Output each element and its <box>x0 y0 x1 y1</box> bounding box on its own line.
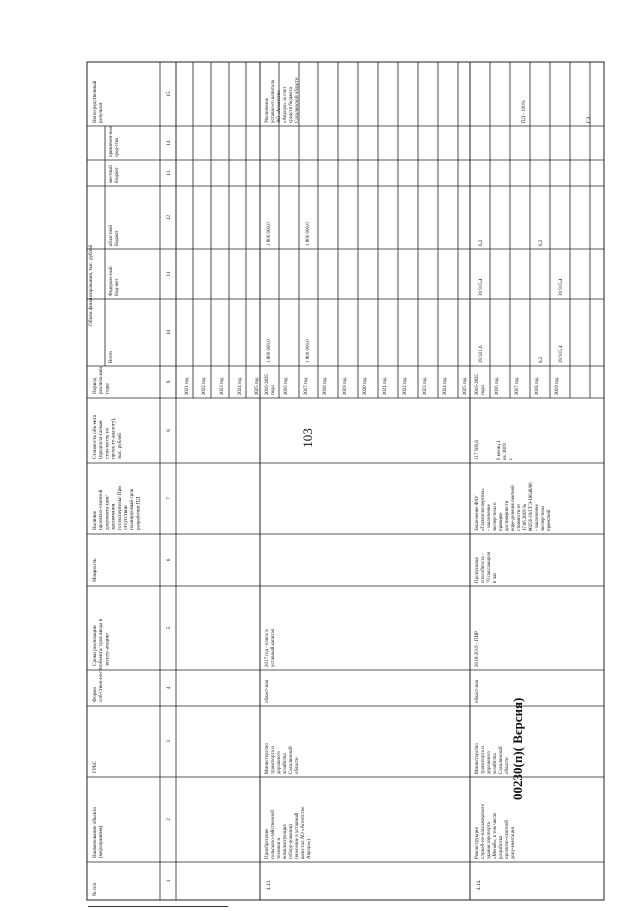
fin-subheader-14: привлечен-ные <box>109 126 114 157</box>
page-number: 103 <box>299 428 315 448</box>
column-number: 5 <box>166 626 172 630</box>
column-number: 10 <box>166 329 172 336</box>
row-docs: опре-деления сметной <box>511 485 516 531</box>
year-label: 2017 год <box>304 377 309 395</box>
year-label: 2021 год <box>185 377 190 395</box>
column-header-7: разработки ПД <box>135 496 142 530</box>
fin-subheader-10: Всего <box>109 351 114 363</box>
footer-rule <box>88 906 228 907</box>
fin-subheader-12: областной <box>109 224 114 246</box>
row-docs: 17.06.2019 № <box>523 503 528 531</box>
year-label: 2022 год <box>403 377 408 395</box>
column-header-8: Стоимость объ-екта <box>92 414 98 459</box>
row-grbs: Министерство <box>265 743 270 774</box>
column-header-2: (мероприятия) <box>98 825 105 858</box>
row-grbs: Министерство <box>475 743 480 774</box>
row-period: 2018-2019 - ПИР <box>475 631 480 667</box>
year-label: 2016-2025 <box>475 374 480 395</box>
row-grbs: дорожного <box>487 751 492 774</box>
column-header-7: отсутствии <box>123 505 129 530</box>
row-name: Приобретение <box>265 828 270 859</box>
row-docs: - заключение <box>487 504 492 531</box>
fin-subheader-14: сред-ства <box>115 137 120 157</box>
column-header-8: тыс. рублей <box>116 433 123 459</box>
fin-subheader-12: бюджет <box>115 230 120 246</box>
row-ownership: област-ная <box>265 680 270 703</box>
column-number: 6 <box>166 558 172 562</box>
column-header-5: объекта/ срок ввода в <box>98 618 105 666</box>
row-ownership: област-ная <box>475 680 480 703</box>
row-number: 4.14. <box>476 879 482 890</box>
regional-value: 1 800 000,0 <box>267 222 272 246</box>
year-label: 2024 год <box>238 377 243 395</box>
financing-group-header: Объем финансирования, тыс. рублей <box>88 244 94 326</box>
row-grbs: транспорта и <box>481 746 486 774</box>
column-number: 9 <box>166 380 172 384</box>
row-result: Сахалинской области <box>295 77 300 123</box>
row-docs: экспер-тизы о <box>493 502 498 531</box>
row-name: «Менай», в том числе <box>493 812 498 859</box>
row-power: в час <box>493 572 498 583</box>
column-header-15: Непосредственный <box>92 80 98 123</box>
row-name: капи-тал АО «Агентство <box>301 806 306 859</box>
column-header-7: планируемый срок <box>129 488 136 530</box>
regional-value: 6,2 <box>479 239 484 246</box>
row-number: 4.13. <box>266 879 272 890</box>
column-header-5: эксплу-атацию <box>104 633 111 666</box>
row-result: АО «Агентство <box>277 90 282 123</box>
year-label: 2021 год <box>383 377 388 395</box>
year-label: 2022 год <box>202 377 207 395</box>
row-docs: Заключение ФАУ <box>475 495 480 531</box>
year-label: 2024 год <box>443 377 448 395</box>
row-grbs: дорожного <box>277 751 282 774</box>
fin-subheader-11: Федераль-ный <box>109 266 114 296</box>
total-value: 39 921,6 <box>479 345 484 363</box>
column-header-7: документа-ции/ <box>104 495 111 530</box>
column-number: 8 <box>166 429 172 432</box>
row-result: уставно-го капитала <box>271 79 276 123</box>
row-name: служеб-но-пассажирского <box>481 803 486 859</box>
federal-value: 39 915,4 <box>479 278 484 296</box>
column-header-7: заключения <box>110 504 117 530</box>
year-label: 2018 год <box>323 377 328 395</box>
row-grbs: Сахалинской <box>499 746 504 774</box>
column-header-8: проек-ту-аналогу), <box>110 417 117 459</box>
row-docs: проверке <box>499 512 504 531</box>
year-label: годы <box>271 385 276 395</box>
row-power: 70 пассажиров <box>487 551 492 583</box>
year-label: 2025 год <box>463 377 468 395</box>
column-header-4: соб-ствен-ности <box>98 666 105 702</box>
row-cost-note: г. <box>509 457 514 460</box>
column-header-4: Форма <box>92 687 98 702</box>
row-name: Аврора») <box>307 839 312 859</box>
year-label: 2016 год <box>495 377 500 395</box>
column-number: 4 <box>166 686 172 690</box>
row-name: (внесение в уставный <box>295 812 300 859</box>
column-number: 7 <box>166 497 172 500</box>
year-label: 2023 год <box>423 377 428 395</box>
row-grbs: хозяйства <box>283 753 288 774</box>
year-label: 2023 год <box>220 377 225 395</box>
total-value: 1 800 000,0 <box>306 339 311 363</box>
total-value: 6,2 <box>539 356 544 363</box>
row-name: доку-ментации <box>511 826 516 859</box>
column-number: 11 <box>166 271 172 277</box>
year-label: 2025 год <box>255 377 260 395</box>
row-name: Реконструкция <box>475 827 480 859</box>
column-header-8: (предпола-гаемая <box>98 420 105 459</box>
row-docs: экспер-тизы <box>541 506 546 531</box>
year-label: 2017 год <box>515 377 520 395</box>
column-header-9: реализа-ции/ <box>98 365 105 394</box>
row-docs: - заключение <box>535 504 540 531</box>
row-grbs: области <box>295 757 300 774</box>
column-number: 13 <box>166 170 172 176</box>
fin-subheader-13: местный <box>109 165 114 183</box>
year-label: 2016-2025 <box>265 374 270 395</box>
total-value: 39 915,4 <box>559 345 564 363</box>
row-docs: 00256-19/СГЭ-18648/06 <box>529 482 534 531</box>
row-name: комплектующих <box>283 824 288 859</box>
row-result: ПД - 100% <box>522 100 527 123</box>
column-header-6: Мощность <box>92 558 98 582</box>
column-number: 15 <box>166 91 172 97</box>
row-cost: 117 569,6 <box>475 440 480 460</box>
column-header-5: Сроки реализации <box>92 625 98 666</box>
row-result: «Аврора» за счет <box>283 86 288 123</box>
year-label: 2020 год <box>363 377 368 395</box>
row-period: 2017 год - взнос в <box>265 629 270 667</box>
regional-value: 6,2 <box>539 239 544 246</box>
row-name: разработка <box>499 835 504 859</box>
row-period: уставный капитал <box>271 628 276 667</box>
row-docs: проектной <box>547 509 552 531</box>
row-power: Пропускная <box>475 557 480 583</box>
document-code: 00230(п)( Вєрсия) <box>510 697 525 800</box>
column-header-1: № п/п <box>92 882 98 896</box>
column-number: 1 <box>166 879 172 883</box>
column-number: 12 <box>166 214 172 221</box>
row-grbs: области <box>505 757 510 774</box>
year-label: 2018 год <box>535 377 540 395</box>
investment-table <box>87 62 604 900</box>
year-label: 2019 год <box>343 377 348 395</box>
column-header-7: проектно-сметной <box>98 489 105 530</box>
column-header-7: Наличие <box>92 510 98 530</box>
row-result: Увеличение <box>265 97 270 123</box>
year-label: 2019 год <box>555 377 560 395</box>
row-docs: стоимости от <box>517 503 522 531</box>
fin-subheader-13: бюджет <box>115 167 120 183</box>
regional-value: 1 800 000,0 <box>306 222 311 246</box>
table-frame <box>87 62 604 900</box>
row-result: средств бюджета <box>289 86 294 123</box>
column-header-8: стои-мость по <box>104 427 111 459</box>
column-number: 14 <box>166 140 172 146</box>
column-header-9: Период <box>92 377 98 394</box>
column-header-9: годы <box>104 383 111 394</box>
column-header-15: результат <box>98 102 105 123</box>
row-name: сельскохо-зяйственной <box>271 810 276 859</box>
row-name: здания аэропорта <box>487 822 492 859</box>
row-cost-note: кв. 2019 <box>503 443 508 460</box>
row-cost-note: 6 месяц 1 <box>497 440 502 460</box>
federal-value: 39 915,4 <box>559 278 564 296</box>
row-power: способность - <box>481 553 486 583</box>
row-name: проектно-сметной <box>505 820 510 859</box>
row-grbs: хозяйства <box>493 753 498 774</box>
total-value: 1 800 000,0 <box>267 339 272 363</box>
column-header-7: госэкспертизы/ При <box>116 485 123 530</box>
row-grbs: транспорта и <box>271 746 276 774</box>
row-name: техники и <box>277 837 282 859</box>
year-label: 2016 год <box>284 377 289 395</box>
row-name: (обору-дования) <box>289 824 294 859</box>
row-docs: «Главгосэкспертиза» <box>481 488 486 531</box>
row-result: ГЭ <box>587 116 592 123</box>
column-header-2: Наименование объекта <box>92 807 98 858</box>
row-grbs: Сахалинской <box>289 746 294 774</box>
year-label: годы <box>481 385 486 395</box>
column-number: 3 <box>166 740 172 743</box>
fin-subheader-11: бюд-жет <box>115 278 120 296</box>
row-docs: достоверности <box>505 500 510 531</box>
column-number: 2 <box>166 818 172 821</box>
column-header-3: ГРБС <box>92 760 98 773</box>
